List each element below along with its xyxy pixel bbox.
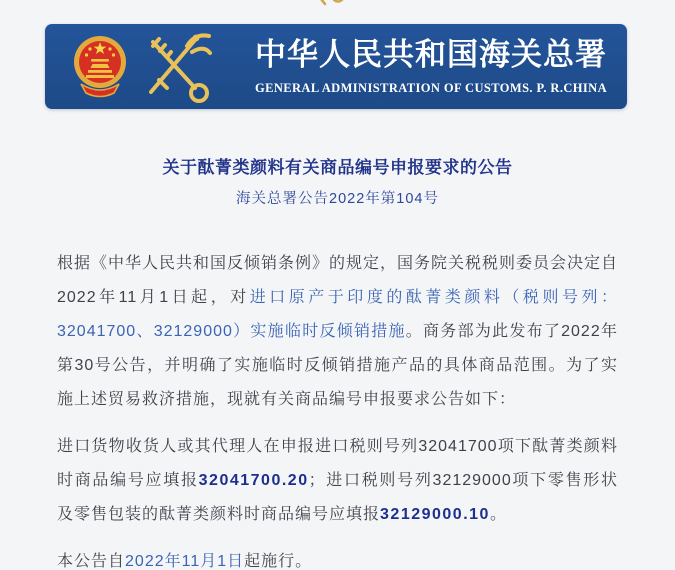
china-national-emblem-icon	[73, 34, 127, 100]
partial-customs-emblem-icon	[308, 0, 356, 14]
customs-header-banner[interactable]	[45, 24, 627, 109]
announcement-body	[57, 247, 618, 570]
doc-number: 海关总署公告2022年第104号	[236, 191, 439, 207]
commodity-code-32129000-10: 32129000.10	[380, 506, 490, 523]
text-segment: 进口货物收货人或其代理人在申报进口税则号列32041700项下酞菁类颜料时商品编号应填报	[57, 438, 618, 489]
commodity-code-32041700-20: 32041700.20	[198, 472, 309, 489]
text-segment: 。商务部为此发布了2022年第30号公告，并明确了实施临时反倾销措施产品的具体商品范围。为了实施上述贸易救济措施，现就有关商品编号申报要求公告如下：	[57, 323, 618, 408]
text-segment: ；进口税则号列32129000项下零售形状及零售包装的酞菁类颜料时商品编号应填报	[57, 472, 618, 523]
org-name-chinese: 中华人民共和国海关总署	[255, 37, 607, 72]
customs-key-caduceus-icon	[137, 28, 217, 106]
effective-date-text[interactable]: 2022年11月1日	[125, 553, 245, 570]
highlighted-measure-text[interactable]: 进口原产于印度的酞菁类颜料（税则号列：32041700、32129000）实施临时反倾销措施	[57, 289, 618, 340]
banner-text	[243, 34, 619, 96]
text-segment: 本公告自	[57, 553, 126, 570]
text-segment: 根据《中华人民共和国反倾销条例》的规定，国务院关税税则委员会决定自2022年11月1日起，对	[57, 255, 619, 306]
announcement-document	[57, 109, 618, 570]
text-segment: 。	[489, 506, 507, 523]
announcement-title: 关于酞菁类颜料有关商品编号申报要求的公告	[162, 158, 513, 177]
org-name-english: GENERAL ADMINISTRATION OF CUSTOMS. P. R.CHINA	[254, 81, 608, 95]
paragraph-basis	[57, 247, 618, 417]
paragraph-effective-date	[57, 545, 618, 570]
paragraph-declaration-requirement	[57, 430, 618, 532]
text-segment: 起施行。	[244, 553, 313, 570]
